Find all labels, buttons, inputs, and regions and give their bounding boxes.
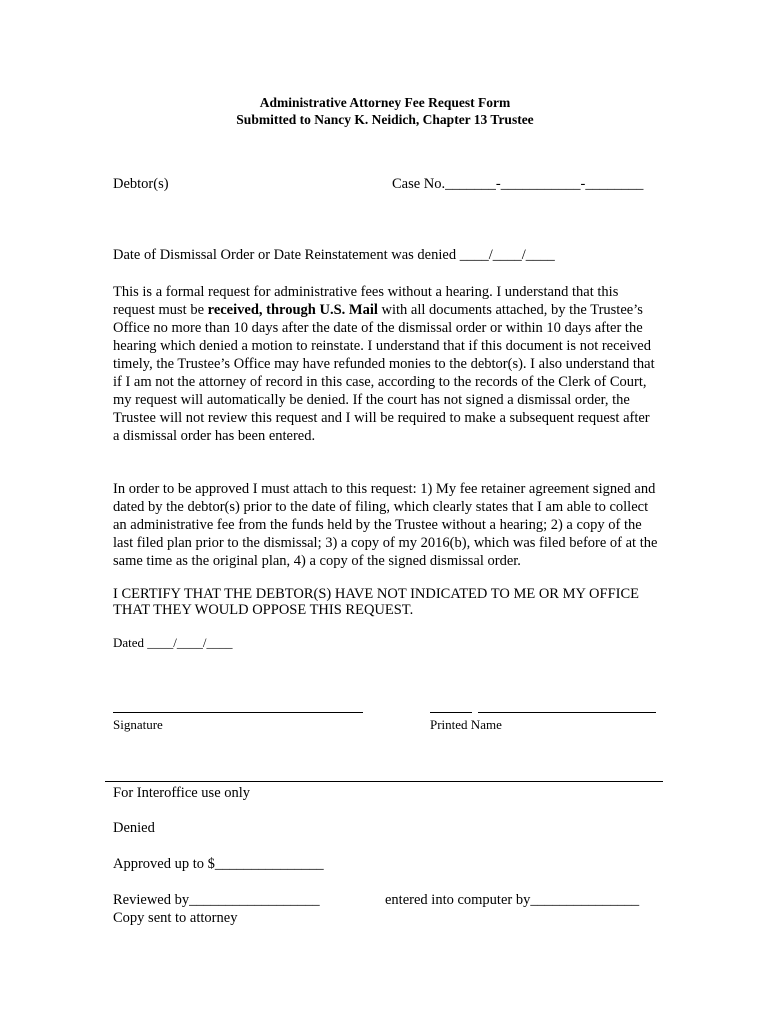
form-title: Administrative Attorney Fee Request Form	[259, 95, 511, 110]
form-subtitle: Submitted to Nancy K. Neidich, Chapter 13 Trustee	[236, 112, 534, 127]
printed-name-line-short	[430, 712, 472, 713]
printed-name-line	[478, 712, 656, 713]
signature-line	[113, 712, 363, 713]
reviewed-by-field: Reviewed by__________________	[113, 892, 320, 908]
entered-by-field: entered into computer by_______________	[385, 892, 640, 908]
request-paragraph	[113, 283, 658, 445]
copy-sent-label: Copy sent to attorney	[113, 910, 238, 926]
signature-label: Signature	[113, 717, 163, 732]
debtors-field-label: Debtor(s)	[113, 176, 169, 192]
request-text-end: with all documents attached, by the Trustee’s Office no more than 10 days after the date of the dismissal order or within 10 days after the hearing which denied a motion to reinstate. I understand that if this document is not received timely, the Trustee’s Office may have refunded monies to the debtor(s). I also understand that if I am not the attorney of record in this case, according to the records of the Clerk of Court, my request will automatically be denied. If the court has not signed a dismissal order, the Trustee will not review this request and I will be required to make a subsequent request after a dismissal order has been entered.	[113, 302, 655, 444]
approved-amount-field: Approved up to $_______________	[113, 856, 324, 872]
dated-field: Dated ____/____/____	[113, 635, 233, 650]
denied-label: Denied	[113, 820, 155, 836]
request-text-emphasis: received, through U.S. Mail	[207, 302, 378, 318]
interoffice-divider	[105, 781, 663, 782]
dismissal-date-field: Date of Dismissal Order or Date Reinstatement was denied ____/____/____	[113, 247, 555, 263]
printed-name-label: Printed Name	[430, 717, 502, 732]
request-text-start: This is a formal request for administrative fees without a hearing. I understand that this request must be	[113, 284, 619, 318]
certification-statement: I CERTIFY THAT THE DEBTOR(S) HAVE NOT INDICATED TO ME OR MY OFFICE THAT THEY WOULD OPPOSE THIS REQUEST.	[113, 586, 639, 618]
case-number-field: Case No._______-___________-________	[392, 176, 644, 192]
interoffice-heading: For Interoffice use only	[113, 785, 251, 801]
attachments-paragraph: In order to be approved I must attach to this request: 1) My fee retainer agreement signed and dated by the debtor(s) prior to the date of filing, which clearly states that I am able to collect an administrative fee from the funds held by the Trustee without a hearing; 2) a copy of the last filed plan prior to the dismissal; 3) a copy of my 2016(b), which was filed before of at the same time as the original plan, 4) a copy of the signed dismissal order.	[113, 481, 658, 569]
